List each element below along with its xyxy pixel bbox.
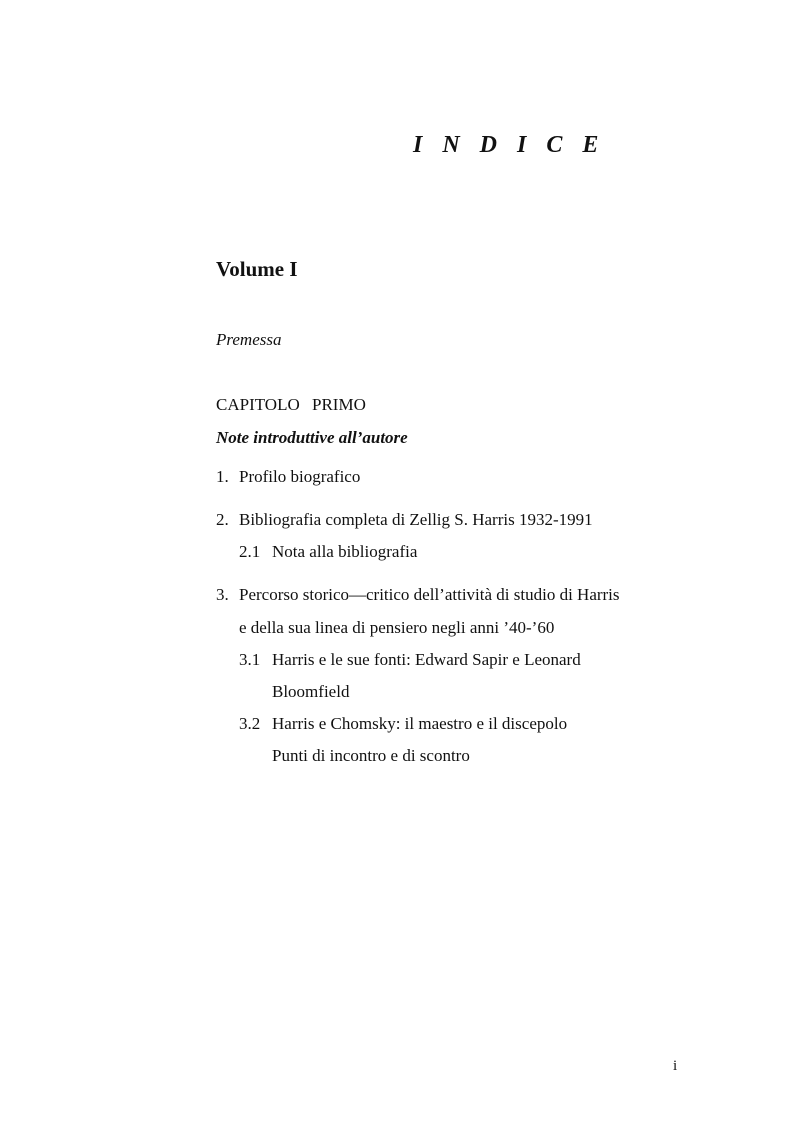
toc-entry-3-continuation [239, 618, 554, 638]
toc-entry-3-1 [239, 650, 581, 670]
toc-entry-number: 3.2 [239, 714, 261, 733]
toc-entry-3-2-continuation [272, 746, 470, 766]
toc-entry-text: Profilo biografico [239, 467, 361, 486]
toc-entry-number: 2. [216, 510, 229, 529]
toc-entry-premessa: Premessa [216, 330, 282, 349]
toc-entry-3-2 [239, 714, 567, 734]
toc-entry-number: 1. [216, 467, 229, 486]
toc-entry-2-1 [239, 542, 417, 562]
toc-entry-text: Bloomfield [272, 682, 350, 701]
toc-entry-number: 2.1 [239, 542, 261, 561]
toc-entry-text: Harris e Chomsky: il maestro e il discepolo [272, 714, 568, 733]
page-title: I N D I C E [413, 132, 606, 158]
toc-entry-text: e della sua linea di pensiero negli anni ’40-’60 [239, 618, 555, 637]
toc-entry-1 [216, 467, 360, 487]
toc-entry-text: Bibliografia completa di Zellig S. Harris 1932-1991 [239, 510, 593, 529]
page-number: i [673, 1058, 678, 1074]
toc-entry-text: Punti di incontro e di scontro [272, 746, 470, 765]
toc-entry-text: Nota alla bibliografia [272, 542, 418, 561]
toc-entry-2 [216, 510, 593, 530]
volume-heading: Volume I [216, 257, 298, 281]
toc-entry-3 [216, 585, 620, 605]
chapter-subtitle: Note introduttive all’autore [216, 428, 408, 447]
toc-entry-3-1-continuation [272, 682, 349, 702]
toc-entry-text: Percorso storico—critico dell’attività di studio di Harris [239, 585, 620, 604]
toc-entry-text: Harris e le sue fonti: Edward Sapir e Leonard [272, 650, 581, 669]
toc-entry-number: 3.1 [239, 650, 261, 669]
chapter-label: CAPITOLO PRIMO [216, 395, 366, 414]
toc-entry-number: 3. [216, 585, 229, 604]
